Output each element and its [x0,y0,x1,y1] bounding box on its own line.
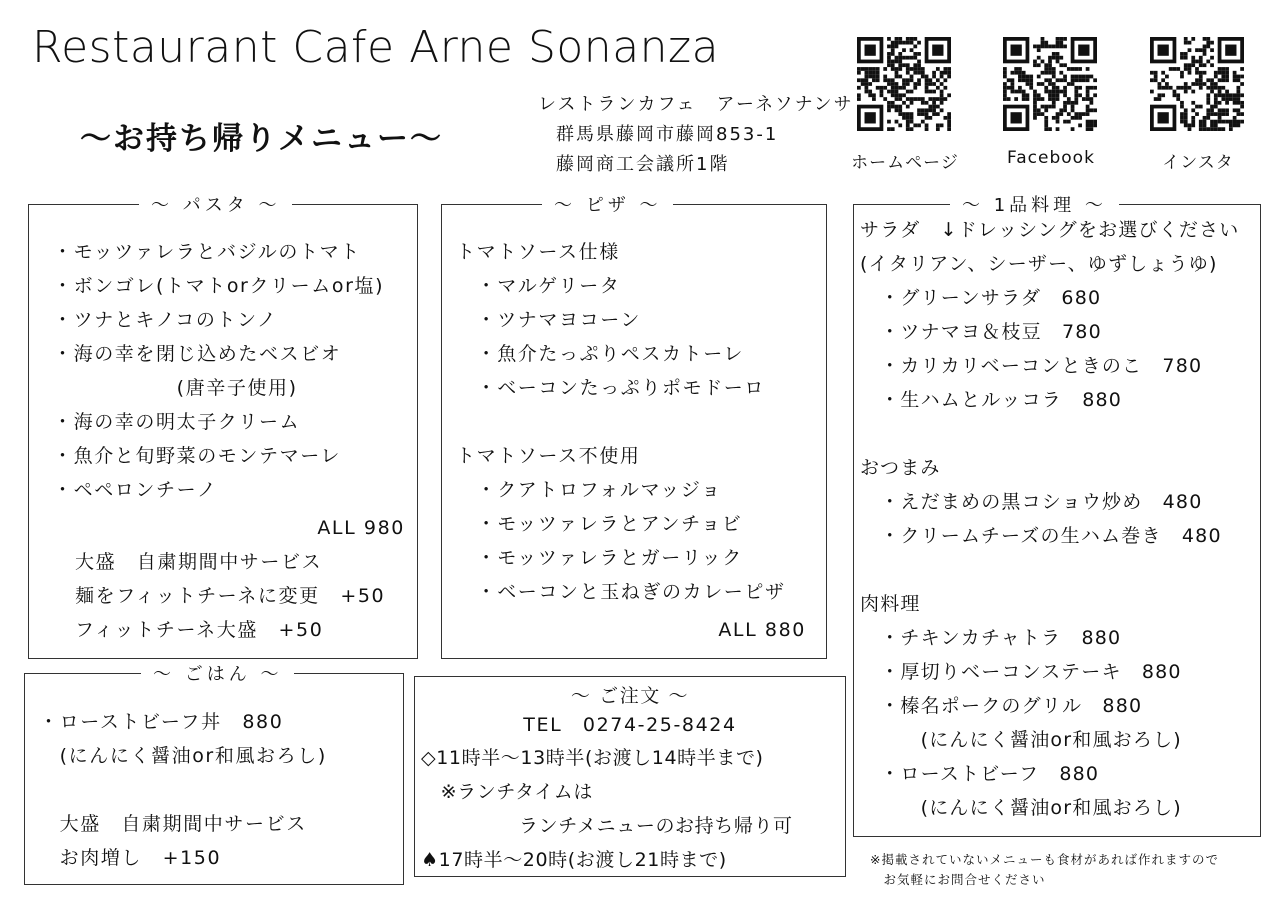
dish-item: ・グリーンサラダ 680 [860,287,1102,309]
pasta-item: ・魚介と旬野菜のモンテマーレ [53,445,342,467]
dish-item: ・生ハムとルッコラ 880 [860,389,1123,411]
dish-item: ・厚切りベーコンステーキ 880 [860,661,1182,683]
address-block [538,90,854,180]
dish-item: ・榛名ポークのグリル 880 [860,695,1143,717]
pasta-title: 〜 パスタ 〜 [139,191,292,217]
address-building: 藤岡商工会議所1階 [556,154,730,175]
dish-item: ・ローストビーフ 880 [860,763,1100,785]
takeout-menu-subtitle: 〜お持ち帰りメニュー〜 [80,121,443,157]
order-line: ランチメニューのお持ち帰り可 [421,815,793,837]
qr-code-instagram-icon[interactable] [1150,37,1244,131]
rice-item: お肉増し +150 [39,847,222,869]
footnote-line: お気軽にお問合せください [870,872,1046,887]
pizza-price: ALL 880 [718,619,806,641]
pizza-item: ・モッツァレラとアンチョビ [456,513,743,535]
dishes-list [860,213,1240,825]
dish-item: サラダ ↓ドレッシングをお選びください [860,219,1240,241]
pasta-item: (唐辛子使用) [53,377,298,399]
rice-item: (にんにく醤油or和風おろし) [39,745,327,767]
dish-item [860,553,1240,587]
footnote-line: ※掲載されていないメニューも食材があれば作れますので [870,852,1219,867]
pizza-section [441,195,827,659]
pasta-extra: 麺をフィットチーネに変更 +50 [75,585,386,607]
order-tel[interactable]: TEL 0274-25-8424 [523,714,737,736]
order-line: ◇11時半〜13時半(お渡し14時半まで) [421,747,764,769]
rice-item [39,773,327,807]
qr-code-homepage-icon[interactable] [857,37,951,131]
dish-item: ・チキンカチャトラ 880 [860,627,1122,649]
dish-item: ・カリカリベーコンときのこ 780 [860,355,1203,377]
pizza-list [456,235,786,609]
pasta-extra: 大盛 自粛期間中サービス [75,551,323,573]
dish-item: ・えだまめの黒コショウ炒め 480 [860,491,1203,513]
restaurant-title: Restaurant Cafe Arne Sonanza [32,22,720,73]
dish-item: おつまみ [860,457,941,479]
pasta-list [53,235,384,507]
qr-label-homepage: ホームページ [851,153,959,173]
dish-item: (にんにく醤油or和風おろし) [860,729,1182,751]
pasta-price: ALL 980 [317,517,405,539]
pasta-item: ・ペペロンチーノ [53,479,218,501]
dish-item [860,417,1240,451]
pizza-item: ・マルゲリータ [456,275,621,297]
pizza-title: 〜 ピザ 〜 [542,191,673,217]
rice-section [24,664,404,885]
order-hours [421,741,793,877]
pasta-extra: フィットチーネ大盛 +50 [75,619,324,641]
order-line: ※ランチタイムは [421,781,593,803]
qr-label-instagram: インスタ [1162,153,1234,173]
pasta-item: ・海の幸を閉じ込めたベスビオ [53,343,342,365]
address-street: 群馬県藤岡市藤岡853-1 [556,124,779,145]
qr-label-facebook: Facebook [1007,148,1095,168]
qr-code-facebook-icon[interactable] [1003,37,1097,131]
pizza-item: トマトソース仕様 [456,241,620,263]
pizza-item: ・魚介たっぷりペスカトーレ [456,343,745,365]
order-line: ♠17時半〜20時(お渡し21時まで) [421,849,727,871]
pasta-item: ・ボンゴレ(トマトorクリームor塩) [53,275,385,297]
pizza-item [456,405,786,439]
rice-item: ・ローストビーフ丼 880 [39,711,284,733]
dishes-title: 〜 1品料理 〜 [950,191,1119,217]
rice-item: 大盛 自粛期間中サービス [39,813,307,835]
pasta-extras [75,545,385,647]
dish-item: ・ツナマヨ＆枝豆 780 [860,321,1102,343]
pasta-item: ・モッツァレラとバジルのトマト [53,241,361,263]
pizza-item: ・クアトロフォルマッジョ [456,479,722,501]
pizza-item: ・モッツァレラとガーリック [456,547,743,569]
dish-item: 肉料理 [860,593,921,615]
address-name: レストランカフェ アーネソナンサ [538,94,854,115]
dishes-section [853,195,1261,837]
pizza-item: ・ツナマヨコーン [456,309,642,331]
pizza-item: ・ベーコンと玉ねぎのカレーピザ [456,581,786,603]
order-title: 〜 ご注文 〜 [570,685,690,707]
pasta-item: ・海の幸の明太子クリーム [53,411,301,433]
pizza-item: トマトソース不使用 [456,445,641,467]
pasta-section [28,195,418,659]
dish-item: ・クリームチーズの生ハム巻き 480 [860,525,1222,547]
footnote [870,850,1219,890]
order-section [414,676,846,877]
rice-list [39,705,327,875]
pizza-item: ・ベーコンたっぷりポモドーロ [456,377,766,399]
pasta-item: ・ツナとキノコのトンノ [53,309,278,331]
rice-title: 〜 ごはん 〜 [141,660,294,686]
dish-item: (イタリアン、シーザー、ゆずしょうゆ) [860,253,1218,275]
dish-item: (にんにく醤油or和風おろし) [860,797,1182,819]
